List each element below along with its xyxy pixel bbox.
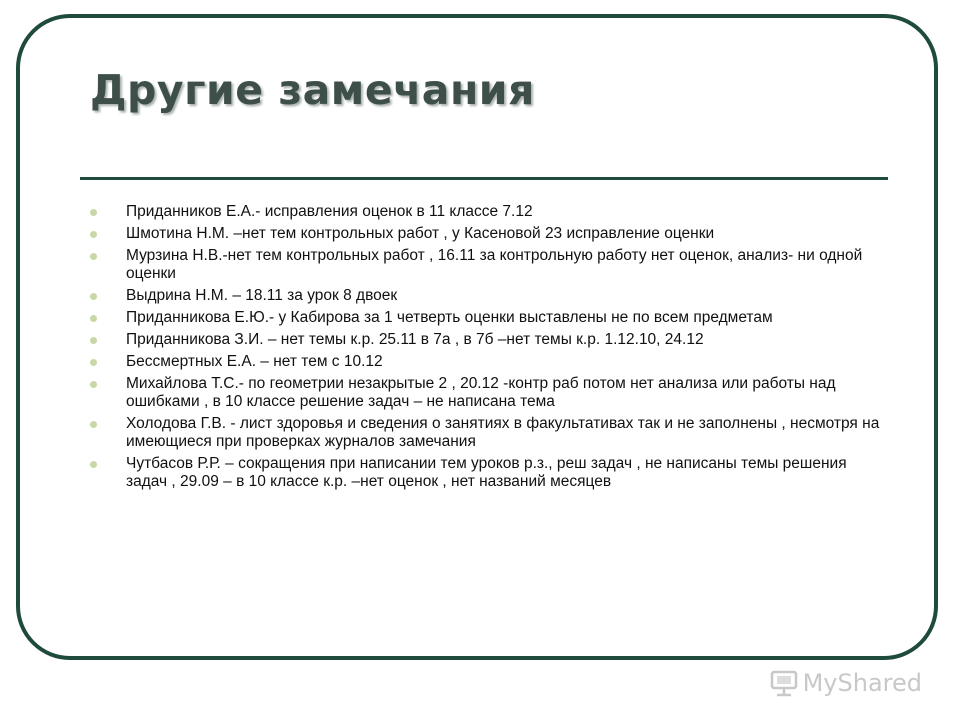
bullet-item xyxy=(86,375,886,411)
bullet-text: Приданникова З.И. – нет темы к.р. 25.11 в 7а , в 7б –нет темы к.р. 1.12.10, 24.12 xyxy=(126,331,704,348)
bullet-text: Бессмертных Е.А. – нет тем с 10.12 xyxy=(126,353,383,370)
bullet-text: Приданников Е.А.- исправления оценок в 11 классе 7.12 xyxy=(126,203,533,220)
bullet-text: Шмотина Н.М. –нет тем контрольных работ , у Касеновой 23 исправление оценки xyxy=(126,225,715,242)
bullet-dot-icon xyxy=(90,421,97,428)
bullet-text: Чутбасов Р.Р. – сокращения при написании тем уроков р.з., реш задач , не написаны темы решения задач , 29.09 – в 10 классе к.р. –нет оценок , нет названий месяцев xyxy=(126,455,847,490)
bullet-item xyxy=(86,331,886,349)
bullet-item xyxy=(86,455,886,491)
title-divider xyxy=(80,177,888,180)
bullet-text: Выдрина Н.М. – 18.11 за урок 8 двоек xyxy=(126,287,398,304)
bullet-item xyxy=(86,353,886,371)
projector-icon xyxy=(769,668,799,698)
bullet-dot-icon xyxy=(90,381,97,388)
bullet-dot-icon xyxy=(90,253,97,260)
bullet-text: Михайлова Т.С.- по геометрии незакрытые 2 , 20.12 -контр раб потом нет анализа или работы над ошибками , в 10 классе решение задач – не написана тема xyxy=(126,375,836,410)
bullet-dot-icon xyxy=(90,461,97,468)
bullet-item xyxy=(86,309,886,327)
bullet-item xyxy=(86,203,886,221)
bullet-item xyxy=(86,287,886,305)
bullet-text: Мурзина Н.В.-нет тем контрольных работ , 16.11 за контрольную работу нет оценок, анализ- ни одной оценки xyxy=(126,247,863,282)
bullet-item xyxy=(86,247,886,283)
bullet-dot-icon xyxy=(90,337,97,344)
bullet-text: Холодова Г.В. - лист здоровья и сведения о занятиях в факультативах так и не заполнены , несмотря на имеющиеся при проверках журналов замечания xyxy=(126,415,880,450)
bullet-item xyxy=(86,225,886,243)
bullet-text: Приданникова Е.Ю.- у Кабирова за 1 четверть оценки выставлены не по всем предметам xyxy=(126,309,773,326)
bullet-dot-icon xyxy=(90,315,97,322)
bullet-dot-icon xyxy=(90,293,97,300)
bullet-dot-icon xyxy=(90,231,97,238)
bullet-dot-icon xyxy=(90,359,97,366)
watermark-text: MyShared xyxy=(802,669,922,697)
watermark xyxy=(769,668,922,698)
slide-title: Другие замечания xyxy=(90,66,535,114)
bullet-dot-icon xyxy=(90,209,97,216)
bullet-item xyxy=(86,415,886,451)
bullet-list xyxy=(86,203,886,495)
